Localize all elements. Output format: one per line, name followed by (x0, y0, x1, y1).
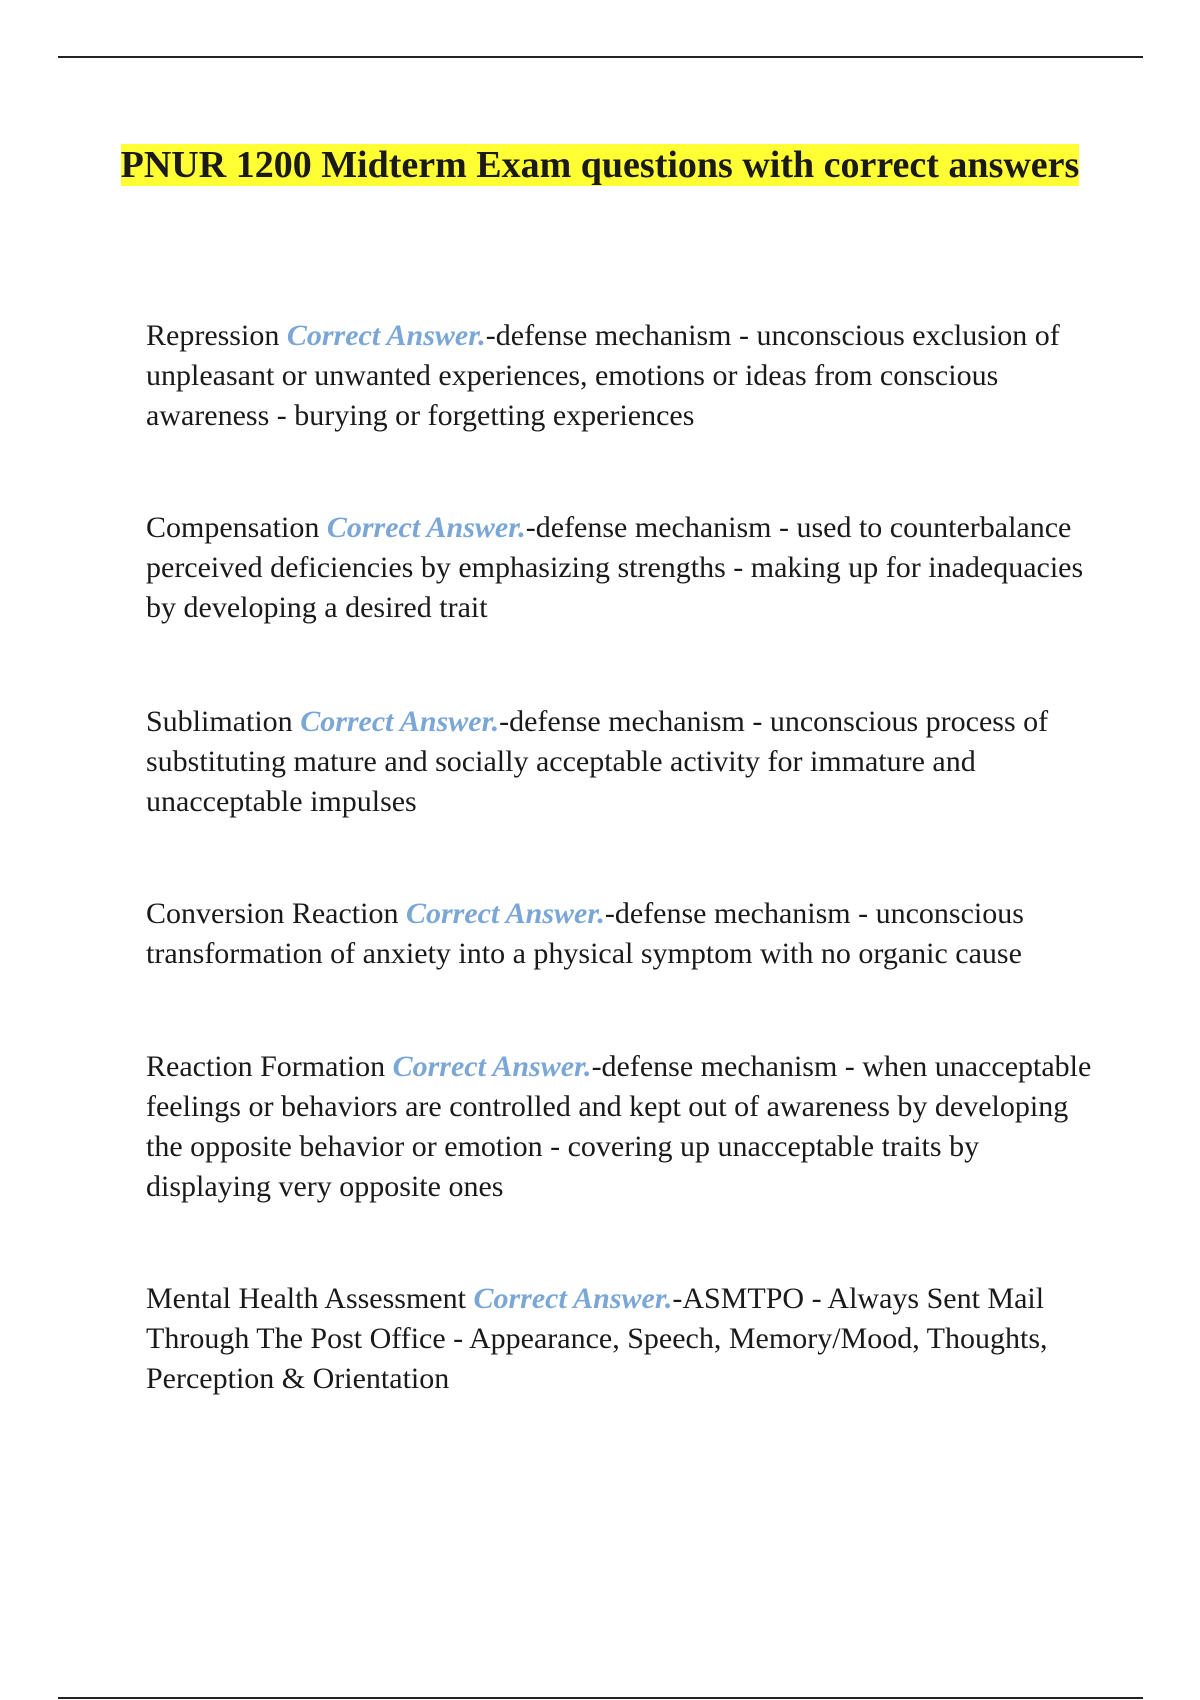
title-highlight: PNUR 1200 Midterm Exam questions with correct answers (120, 144, 1080, 186)
entry-definition: -defense mechanism - unconscious exclusion of unpleasant or unwanted experiences, emotions or ideas from conscious awareness - burying or forgetting experiences (146, 319, 1060, 432)
qa-entry-repression (146, 316, 1096, 436)
bottom-rule (58, 1697, 1143, 1699)
answer-label: Correct Answer. (286, 319, 486, 352)
page-title (100, 140, 1100, 191)
qa-entry-reaction-formation (146, 1047, 1096, 1207)
entry-definition: -defense mechanism - used to counterbalance perceived deficiencies by emphasizing strengths - making up for inadequacies by developing a desired trait (146, 511, 1084, 624)
entry-term: Sublimation (146, 705, 293, 738)
entry-term: Reaction Formation (146, 1050, 386, 1083)
qa-entry-mental-health-assessment (146, 1279, 1096, 1399)
entry-term: Repression (146, 319, 280, 352)
answer-label: Correct Answer. (405, 897, 605, 930)
answer-label: Correct Answer. (300, 705, 500, 738)
answer-label: Correct Answer. (392, 1050, 592, 1083)
entry-term: Conversion Reaction (146, 897, 399, 930)
top-rule (58, 56, 1143, 58)
answer-label: Correct Answer. (473, 1282, 673, 1315)
entry-term: Mental Health Assessment (146, 1282, 466, 1315)
entry-definition: -defense mechanism - unconscious transformation of anxiety into a physical symptom with no organic cause (146, 897, 1024, 970)
answer-label: Correct Answer. (326, 511, 526, 544)
qa-entry-sublimation (146, 702, 1096, 822)
entry-definition: -defense mechanism - when unacceptable feelings or behaviors are controlled and kept out of awareness by developing the opposite behavior or emotion - covering up unacceptable traits by displaying very opposite ones (146, 1050, 1092, 1203)
entry-definition: -ASMTPO - Always Sent Mail Through The Post Office - Appearance, Speech, Memory/Mood, Thoughts, Perception & Orientation (146, 1282, 1048, 1395)
entry-definition: -defense mechanism - unconscious process of substituting mature and socially acceptable activity for immature and unacceptable impulses (146, 705, 1049, 818)
qa-entry-compensation (146, 508, 1096, 628)
entry-term: Compensation (146, 511, 320, 544)
qa-entry-conversion-reaction (146, 894, 1096, 974)
